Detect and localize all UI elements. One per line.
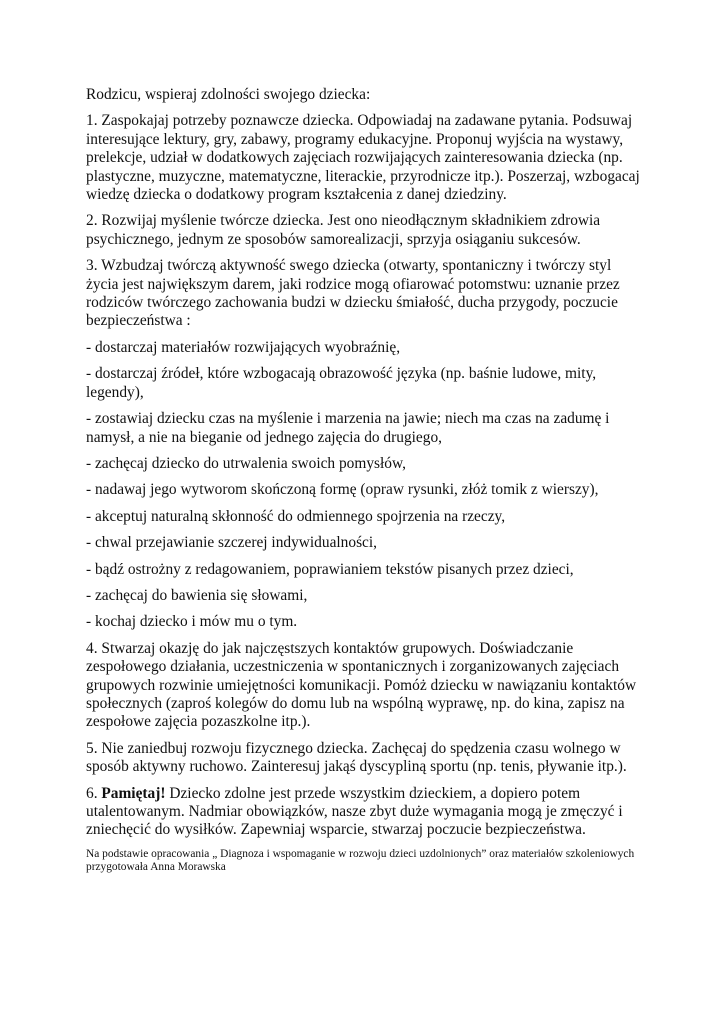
bullet-item: - zostawiaj dziecku czas na myślenie i marzenia na jawie; niech ma czas na zadumę i namysł, a nie na bieganie od jednego zajęcia do drugiego, — [86, 410, 610, 446]
paragraph-5: 5. Nie zaniedbuj rozwoju fizycznego dziecka. Zachęcaj do spędzenia czasu wolnego w sposób aktywny ruchowo. Zainteresuj jakąś dyscypliną sportu (np. tenis, pływanie itp.). — [86, 739, 627, 776]
document-heading: Rodzicu, wspieraj zdolności swojego dziecka: — [86, 86, 371, 103]
bullet-item: - nadawaj jego wytworom skończoną formę (opraw rysunki, złóż tomik z wierszy), — [86, 481, 599, 499]
bullet-item: - zachęcaj dziecko do utrwalenia swoich pomysłów, — [86, 454, 406, 472]
bullet-item: - akceptuj naturalną skłonność do odmiennego spojrzenia na rzeczy, — [86, 507, 506, 525]
footer-source-note: Na podstawie opracowania „ Diagnoza i wspomaganie w rozwoju dzieci uzdolnionych” oraz materiałów szkoleniowych przygotowała Anna Morawska — [86, 847, 635, 874]
bullet-item: - bądź ostrożny z redagowaniem, poprawianiem tekstów pisanych przez dzieci, — [86, 560, 574, 578]
bullet-item: - zachęcaj do bawienia się słowami, — [86, 586, 308, 604]
paragraph-4: 4. Stwarzaj okazję do jak najczęstszych kontaktów grupowych. Doświadczanie zespołowego działania, uczestniczenia w spontanicznych i zorganizowanych zajęciach grupowych rozwinie umiejętności komunikacji. Pomóż dziecku w nawiązaniu kontaktów społecznych (zaproś kolegów do domu lub na wspólną wyprawę, np. do kina, zapisz na zespołowe zajęcia pozaszkolne itp.). — [86, 639, 637, 731]
paragraph-6 — [86, 785, 646, 840]
paragraph-3: 3. Wzbudzaj twórczą aktywność swego dziecka (otwarty, spontaniczny i twórczy styl życia jest największym darem, jaki rodzice mogą ofiarować potomstwu: uznanie przez rodziców twórczego zachowania budzi w dziecku śmiałość, ducha przygody, poczucie bezpieczeństwa : — [86, 257, 620, 330]
paragraph-6-number: 6. — [86, 784, 102, 802]
paragraph-1: 1. Zaspokajaj potrzeby poznawcze dziecka. Odpowiadaj na zadawane pytania. Podsuwaj interesujące lektury, gry, zabawy, programy edukacyjne. Proponuj wyjścia na wystawy, prelekcje, udział w dodatkowych zajęciach rozwijających zainteresowania dziecka (np. plastyczne, muzyczne, matematyczne, literackie, przyrodnicze itp.). Poszerzaj, wzbogacaj wiedzę dziecka o dodatkowy program kształcenia z danej dziedziny. — [86, 112, 640, 204]
document-page — [86, 86, 646, 883]
paragraph-6-emphasis: Pamiętaj! — [101, 784, 166, 802]
bullet-item: - dostarczaj źródeł, które wzbogacają obrazowość języka (np. baśnie ludowe, mity, legendy), — [86, 365, 597, 401]
paragraph-6-text: Dziecko zdolne jest przede wszystkim dzieckiem, a dopiero potem utalentowanym. Nadmiar obowiązków, nasze zbyt duże wymagania mogą je zmęczyć i zniechęcić do wysiłków. Zapewniaj wsparcie, stwarzaj poczucie bezpieczeństwa. — [86, 784, 623, 839]
bullet-item: - dostarczaj materiałów rozwijających wyobraźnię, — [86, 338, 401, 356]
bullet-item: - chwal przejawianie szczerej indywidualności, — [86, 534, 378, 552]
bullet-item: - kochaj dziecko i mów mu o tym. — [86, 613, 298, 631]
paragraph-2: 2. Rozwijaj myślenie twórcze dziecka. Jest ono nieodłącznym składnikiem zdrowia psychicznego, jednym ze sposobów samorealizacji, sprzyja osiąganiu sukcesów. — [86, 212, 601, 248]
